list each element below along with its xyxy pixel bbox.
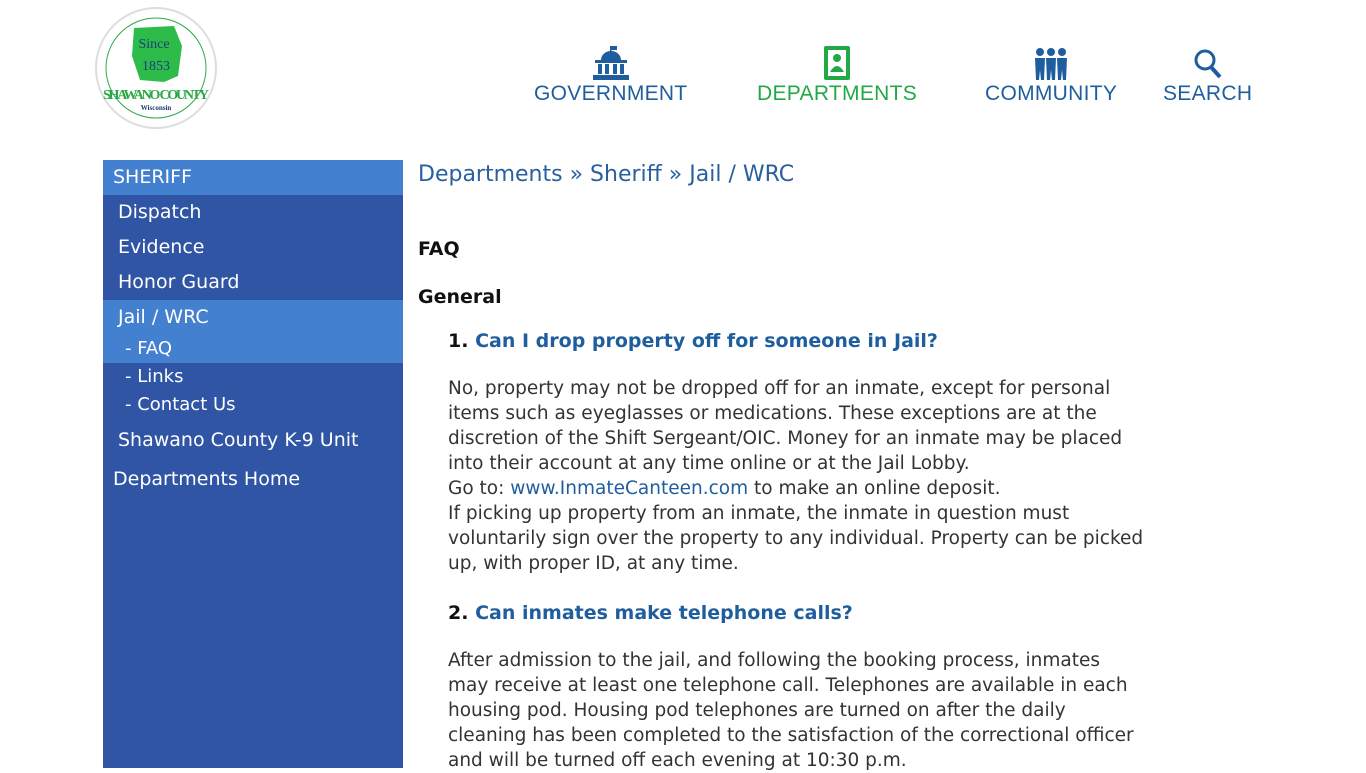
faq-question-1 xyxy=(448,330,1248,352)
answer-line: After admission to the jail, and following the booking process, inmates xyxy=(448,650,1101,671)
nav-label: COMMUNITY xyxy=(985,82,1118,105)
nav-label: GOVERNMENT xyxy=(534,82,688,105)
faq-number: 1. xyxy=(448,330,469,352)
answer-line: voluntarily sign over the property to any individual. Property can be picked xyxy=(448,528,1144,549)
answer-line: up, with proper ID, at any time. xyxy=(448,553,739,574)
inmate-canteen-link[interactable]: www.InmateCanteen.com xyxy=(510,478,749,499)
breadcrumb-sheriff[interactable]: Sheriff xyxy=(590,162,662,187)
breadcrumb-separator: » xyxy=(562,162,591,187)
main-content xyxy=(418,160,1248,773)
capitol-icon xyxy=(591,46,631,80)
address-book-icon xyxy=(822,46,852,80)
sidebar-item-honor-guard[interactable]: Honor Guard xyxy=(118,271,240,293)
faq-link-1[interactable]: Can I drop property off for someone in Jail? xyxy=(475,330,938,352)
nav-label: SEARCH xyxy=(1163,82,1253,105)
answer-line: may receive at least one telephone call. Telephones are available in each xyxy=(448,675,1128,696)
answer-line: items such as eyeglasses or medications. These exceptions are at the xyxy=(448,403,1097,424)
after-text: to make an online deposit. xyxy=(748,478,1001,499)
sidebar-header[interactable]: SHERIFF xyxy=(103,160,403,195)
section-heading: General xyxy=(418,286,502,308)
nav-community[interactable] xyxy=(985,46,1117,106)
sidebar-active-group xyxy=(103,300,403,363)
faq-question-2 xyxy=(448,602,1248,624)
answer-line: cleaning has been completed to the satisfaction of the correctional officer xyxy=(448,725,1134,746)
search-icon xyxy=(1193,46,1223,80)
svg-text:SHAWANO COUNTY: SHAWANO COUNTY xyxy=(103,88,209,103)
breadcrumb xyxy=(418,160,1248,190)
answer-line: and will be turned off each evening at 10:30 p.m. xyxy=(448,750,907,771)
svg-text:1853: 1853 xyxy=(142,59,170,74)
sidebar-item-dispatch[interactable]: Dispatch xyxy=(118,201,202,223)
nav-label: DEPARTMENTS xyxy=(757,82,918,105)
nav-departments[interactable] xyxy=(757,46,917,106)
sidebar xyxy=(103,160,403,768)
breadcrumb-departments[interactable]: Departments xyxy=(418,162,563,187)
sidebar-item-k9-unit[interactable]: Shawano County K-9 Unit xyxy=(118,429,359,451)
breadcrumb-separator: » xyxy=(661,162,690,187)
sidebar-item-departments-home[interactable]: Departments Home xyxy=(113,468,301,490)
faq-answer-1 xyxy=(448,376,1248,576)
people-icon xyxy=(1033,46,1069,80)
faq-answer-2 xyxy=(448,648,1248,773)
answer-line: into their account at any time online or at the Jail Lobby. xyxy=(448,453,970,474)
answer-line: If picking up property from an inmate, the inmate in question must xyxy=(448,503,1070,524)
svg-text:Since: Since xyxy=(138,37,170,52)
sidebar-item-evidence[interactable]: Evidence xyxy=(118,236,205,258)
sidebar-item-jail-wrc[interactable]: Jail / WRC xyxy=(118,306,209,328)
svg-text:Wisconsin: Wisconsin xyxy=(140,104,172,112)
answer-line: discretion of the Shift Sergeant/OIC. Money for an inmate may be placed xyxy=(448,428,1123,449)
shawano-county-logo[interactable] xyxy=(94,6,218,130)
breadcrumb-jail-wrc[interactable]: Jail / WRC xyxy=(689,162,795,187)
sidebar-subitem-links[interactable]: - Links xyxy=(125,366,184,387)
page-title: FAQ xyxy=(418,238,460,260)
answer-line xyxy=(448,476,1248,501)
sidebar-subitem-contact-us[interactable]: - Contact Us xyxy=(125,394,236,415)
nav-government[interactable] xyxy=(534,46,688,106)
answer-line: No, property may not be dropped off for an inmate, except for personal xyxy=(448,378,1111,399)
goto-text: Go to: xyxy=(448,478,511,499)
faq-number: 2. xyxy=(448,602,469,624)
nav-search[interactable] xyxy=(1163,46,1252,106)
answer-line: housing pod. Housing pod telephones are turned on after the daily xyxy=(448,700,1066,721)
faq-link-2[interactable]: Can inmates make telephone calls? xyxy=(475,602,853,624)
sidebar-subitem-faq[interactable]: - FAQ xyxy=(125,338,173,359)
